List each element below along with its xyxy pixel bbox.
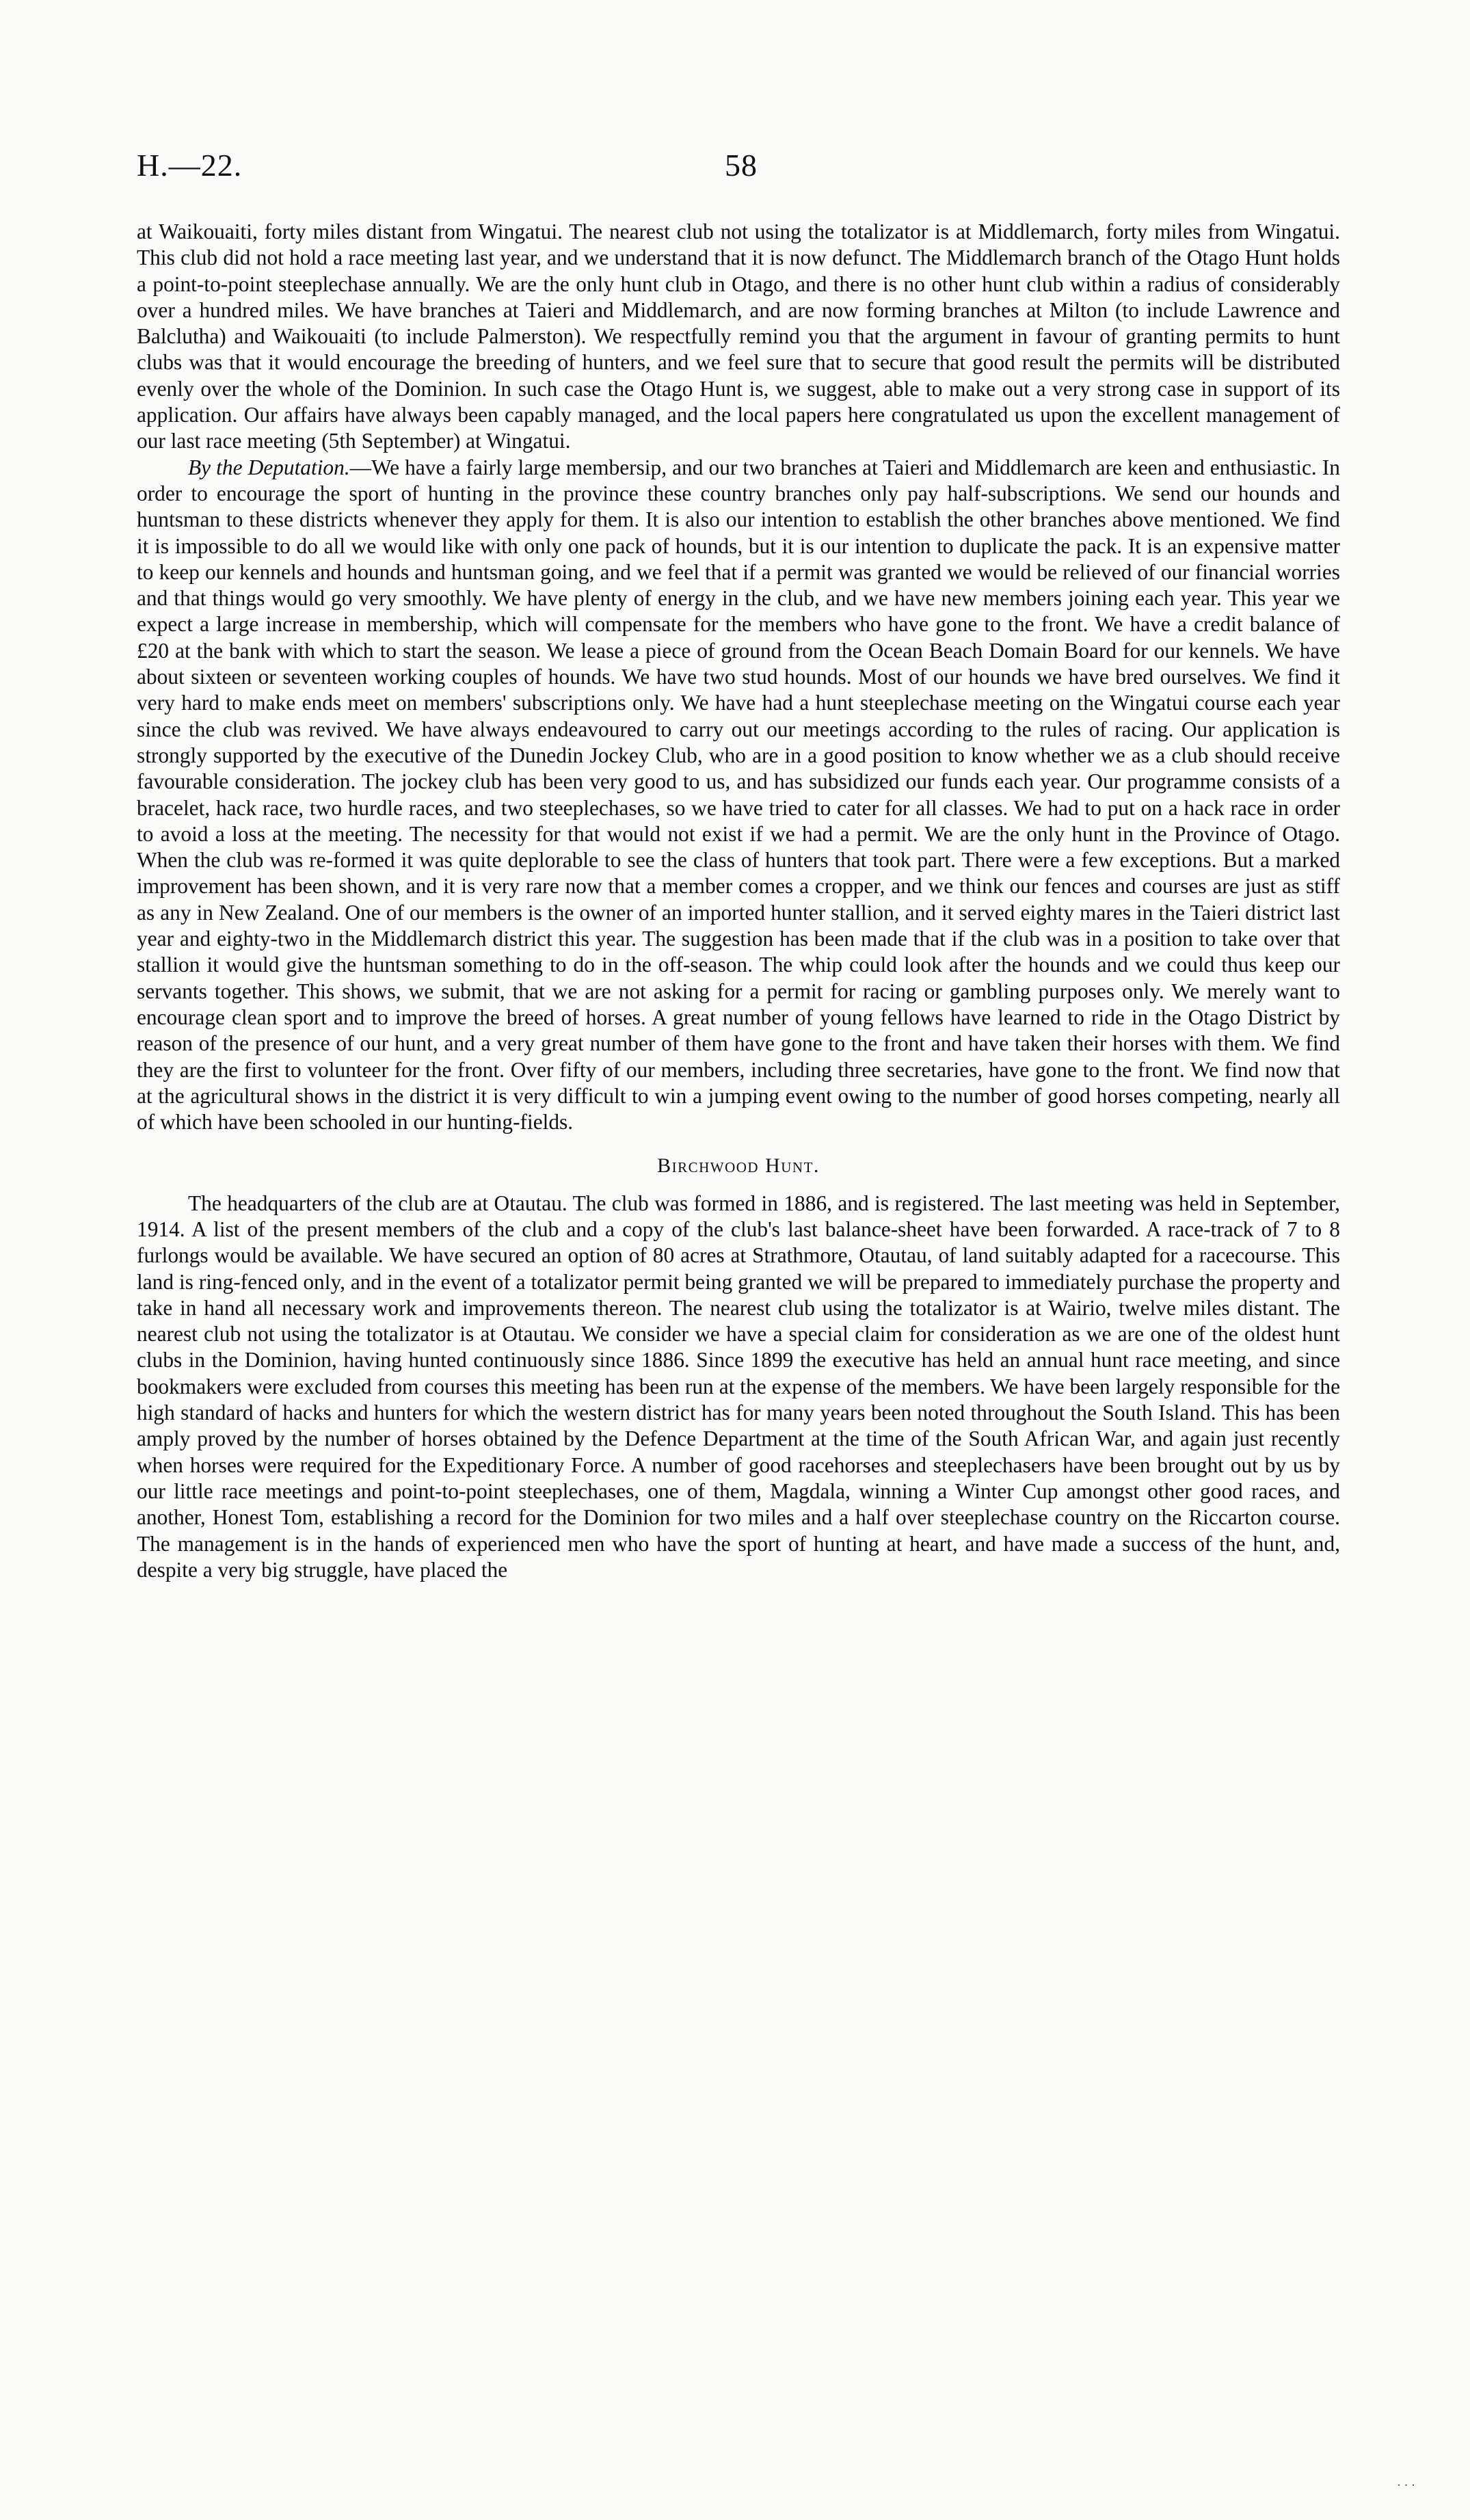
document-code: H.—22.	[137, 148, 243, 183]
scan-specks: · · ·	[1397, 2478, 1415, 2492]
section-heading-birchwood-hunt: Birchwood Hunt.	[657, 1154, 820, 1178]
speaker-label: By the Deputation.	[188, 455, 350, 479]
otago-paragraph-2-text: —We have a fairly large membersip, and our two branches at Taieri and Middlemarch are keen and enthusiastic. In order to encourage the sport of hunting in the province these country branches only pay half-subscriptions. We send our hounds and huntsman to these districts whenever they apply for them. It is also our intention to establish the other branches above mentioned. We find it is impossible to do all we would like with only one pack of hounds, but it is our intention to duplicate the pack. It is an expensive matter to keep our kennels and hounds and huntsman going, and we feel that if a permit was granted we would be relieved of our financial worries and that things would go very smoothly. We have plenty of energy in the club, and we have new members joining each year. This year we expect a large increase in membership, which will compensate for the members who have gone to the front. We have a credit balance of £20 at the bank with which to start the season. We lease a piece of ground from the Ocean Beach Domain Board for our kennels. We have about sixteen or seventeen working couples of hounds. We have two stud hounds. Most of our hounds we have bred ourselves. We find it very hard to make ends meet on members' subscriptions only. We have had a hunt steeplechase meeting on the Wingatui course each year since the club was revived. We have always endeavoured to carry out our meetings according to the rules of racing. Our application is strongly supported by the executive of the Dunedin Jockey Club, who are in a good position to know whether we as a club should receive favourable consideration. The jockey club has been very good to us, and has subsidized our funds each year. Our programme consists of a bracelet, hack race, two hurdle races, and two steeplechases, so we have tried to cater for all classes. We had to put on a hack race in order to avoid a loss at the meeting. The necessity for that would not exist if we had a permit. We are the only hunt in the Province of Otago. When the club was re-formed it was quite deplorable to see the class of hunters that took part. There were a few exceptions. But a marked improvement has been shown, and it is very rare now that a member comes a cropper, and we think our fences and courses are just as stiff as any in New Zealand. One of our members is the owner of an imported hunter stallion, and it served eighty mares in the Taieri district last year and eighty-two in the Middlemarch district this year. The suggestion has been made that if the club was in a position to take over that stallion it would give the huntsman something to do in the off-season. The whip could look after the hounds and we could thus keep our servants together. This shows, we submit, that we are not asking for a permit for racing or gambling purposes only. We merely want to encourage clean sport and to improve the breed of horses. A great number of young fellows have learned to ride in the Otago District by reason of the presence of our hunt, and a very great number of them have gone to the front and have taken their horses with them. We find they are the first to volunteer for the front. Over fifty of our members, including three secretaries, have gone to the front. We find now that at the agricultural shows in the district it is very difficult to win a jumping event owing to the number of good horses competing, nearly all of which have been schooled in our hunting-fields.	[137, 455, 1340, 1135]
otago-paragraph-1: at Waikouaiti, forty miles distant from Wingatui. The nearest club not using the totalizator is at Middlemarch, forty miles from Wingatui. This club did not hold a race meeting last year, and we understand that it is now defunct. The Middlemarch branch of the Otago Hunt holds a point-to-point steeplechase annually. We are the only hunt club in Otago, and there is no other hunt club within a radius of considerably over a hundred miles. We have branches at Taieri and Middlemarch, and are now forming branches at Milton (to include Lawrence and Balclutha) and Waikouaiti (to include Palmerston). We respectfully remind you that the argument in favour of granting permits to hunt clubs was that it would encourage the breeding of hunters, and we feel sure that to secure that good result the permits will be distributed evenly over the whole of the Dominion. In such case the Otago Hunt is, we suggest, able to make out a very strong case in support of its application. Our affairs have always been capably managed, and the local papers here congratulated us upon the excellent management of our last race meeting (5th September) at Wingatui.	[137, 220, 1340, 453]
otago-paragraph-2	[137, 455, 1340, 1136]
page-header	[137, 147, 1340, 188]
body-text	[137, 219, 1340, 1583]
page-number: 58	[725, 148, 758, 183]
birchwood-paragraph-1: The headquarters of the club are at Otautau. The club was formed in 1886, and is registered. The last meeting was held in September, 1914. A list of the present members of the club and a copy of the club's last balance-sheet have been forwarded. A race-track of 7 to 8 furlongs would be available. We have secured an option of 80 acres at Strathmore, Otautau, of land suitably adapted for a racecourse. This land is ring-fenced only, and in the event of a totalizator permit being granted we will be prepared to immediately purchase the property and take in hand all necessary work and improvements thereon. The nearest club using the totalizator is at Wairio, twelve miles distant. The nearest club not using the totalizator is at Otautau. We consider we have a special claim for consideration as we are one of the oldest hunt clubs in the Dominion, having hunted continuously since 1886. Since 1899 the executive has held an annual hunt race meeting, and since bookmakers were excluded from courses this meeting has been run at the expense of the members. We have been largely responsible for the high standard of hacks and hunters for which the western district has for many years been noted throughout the South Island. This has been amply proved by the number of horses obtained by the Defence Department at the time of the South African War, and again just recently when horses were required for the Expeditionary Force. A number of good racehorses and steeplechasers have been brought out by us by our little race meetings and point-to-point steeplechases, one of them, Magdala, winning a Winter Cup amongst other good races, and another, Honest Tom, establishing a record for the Dominion for two miles and a half over steeplechase country on the Riccarton course. The management is in the hands of experienced men who have the sport of hunting at heart, and have made a success of the hunt, and, despite a very big struggle, have placed the	[137, 1191, 1340, 1582]
